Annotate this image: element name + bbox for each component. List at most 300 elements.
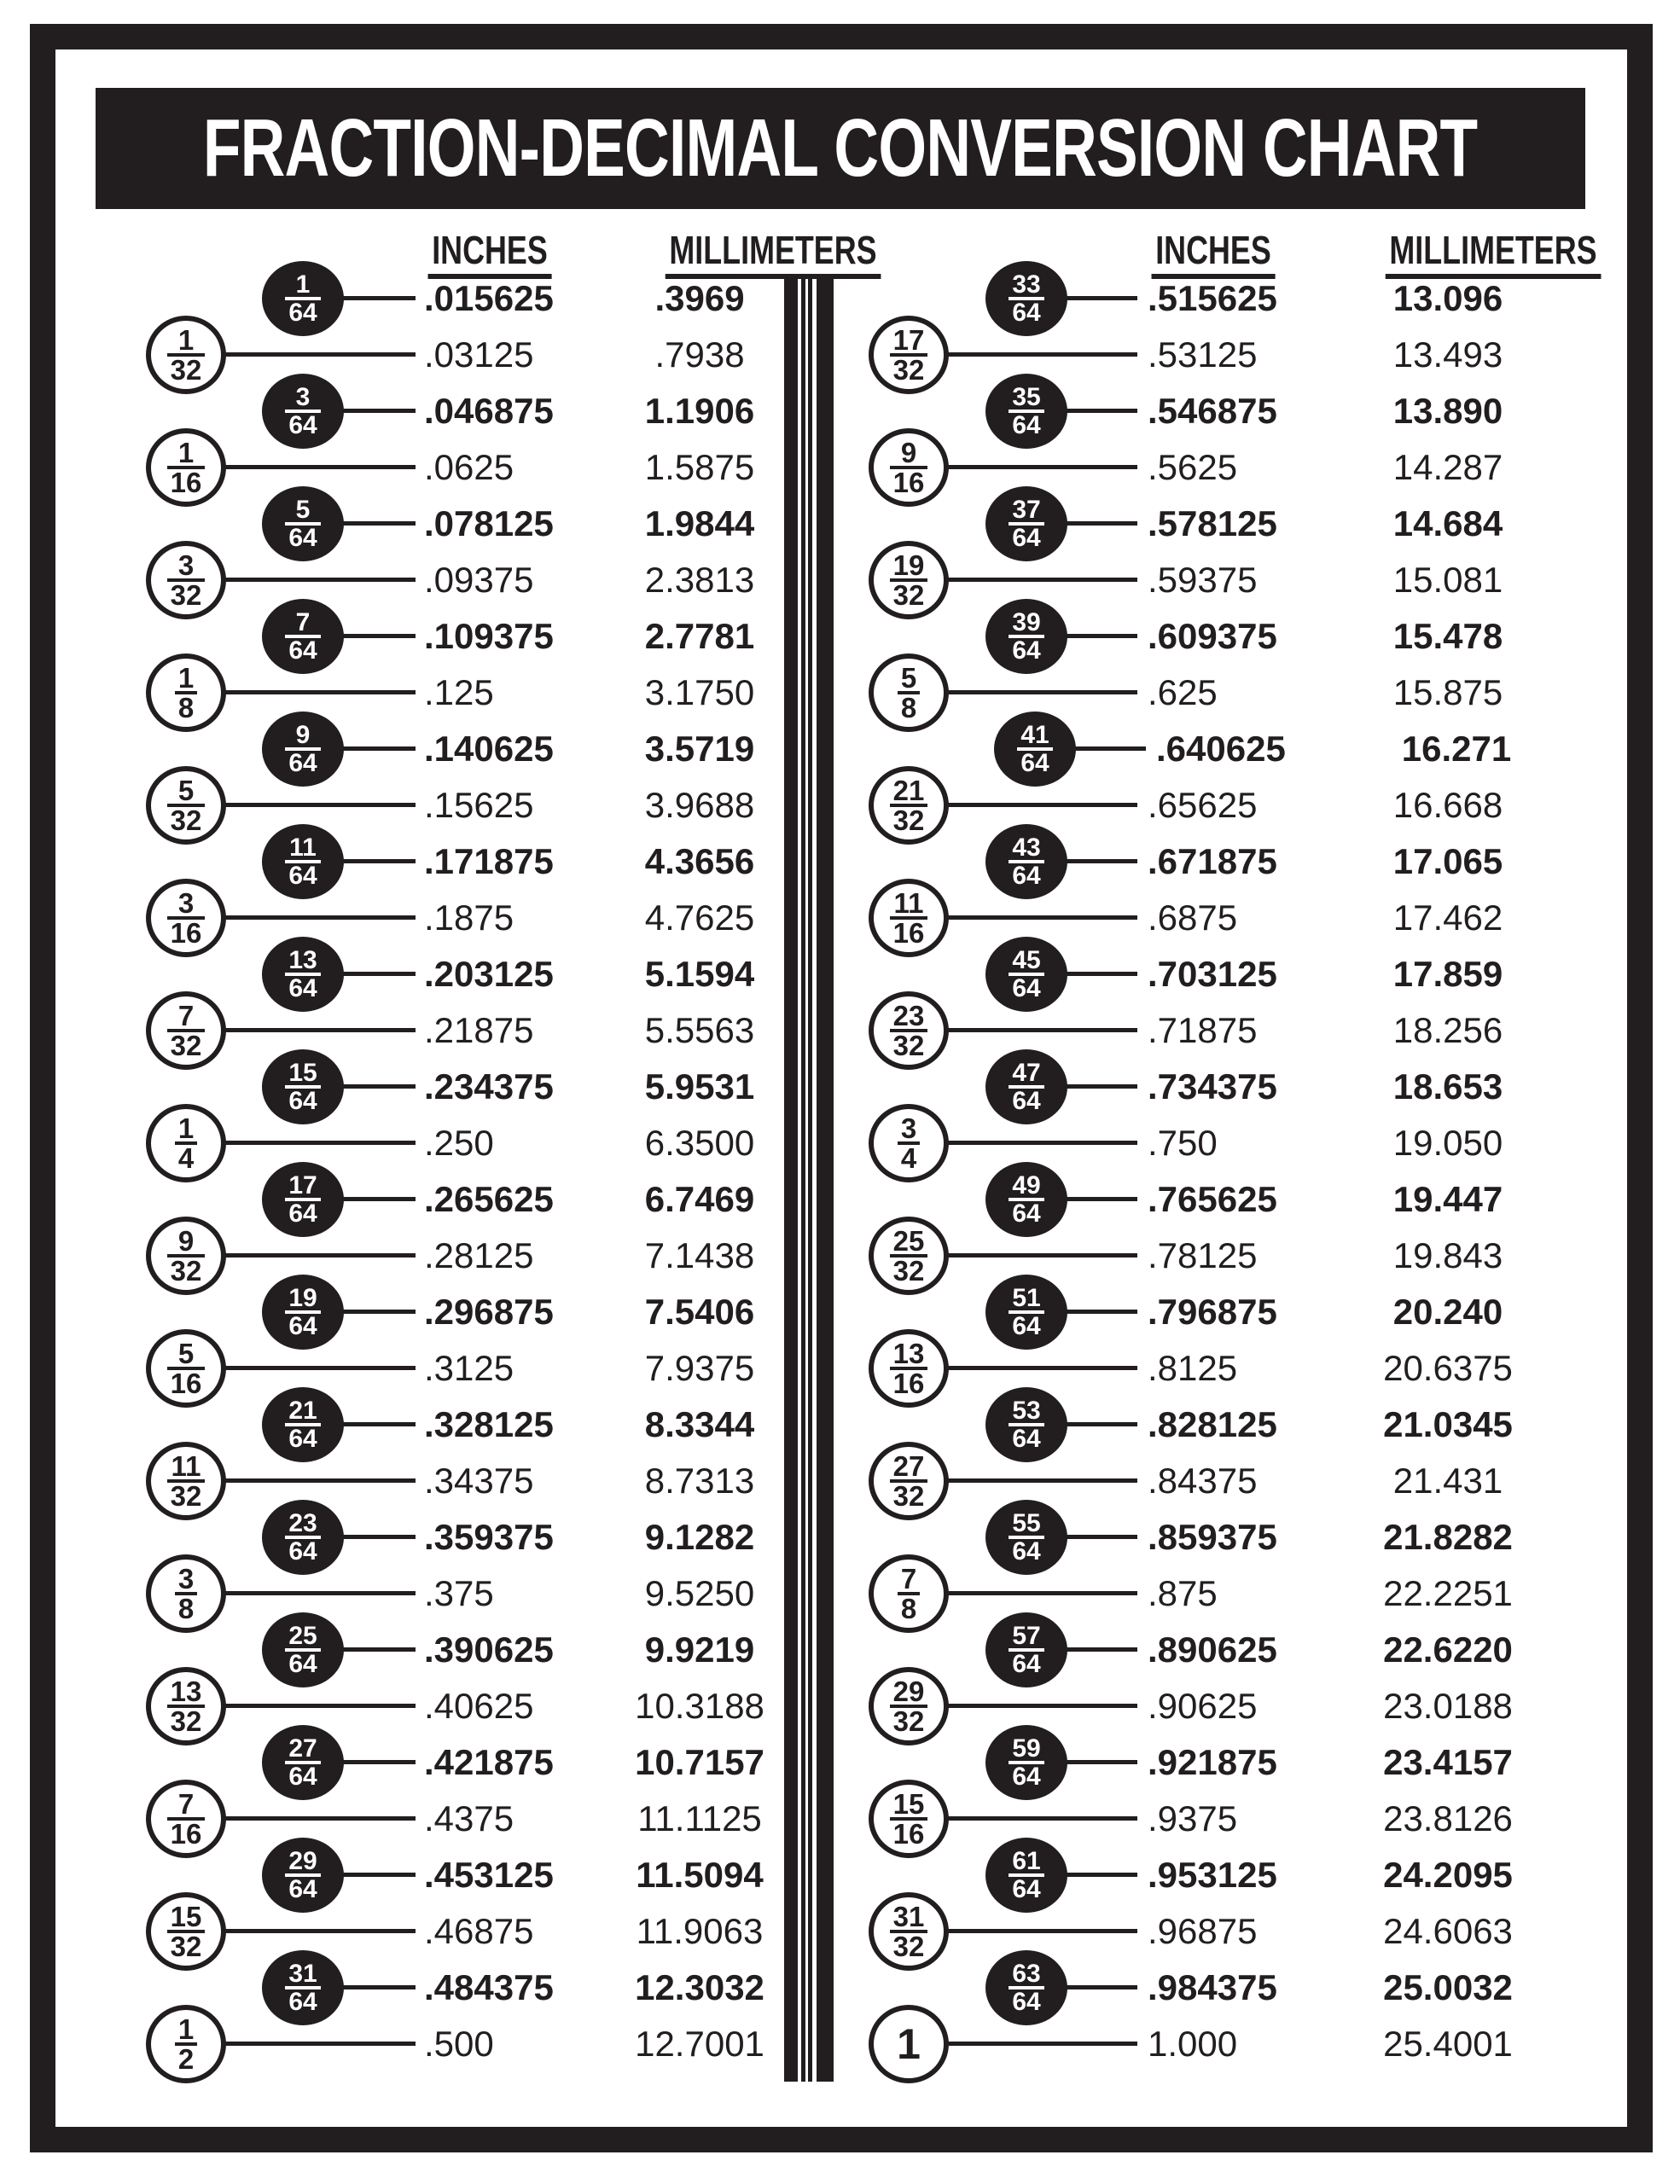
- fraction-denominator: 32: [167, 804, 206, 832]
- leader-line: [224, 1028, 416, 1032]
- fraction-badge: [869, 1329, 949, 1408]
- fraction-value: [285, 721, 320, 777]
- millimeters-value: .3969: [654, 278, 745, 318]
- fraction-value: [1009, 1509, 1043, 1565]
- table-row: [0, 1788, 784, 1850]
- millimeters-value: 9.5250: [644, 1573, 755, 1613]
- fraction-value: [890, 775, 928, 836]
- table-row: [811, 1340, 1625, 1397]
- fraction-value: [1009, 1284, 1043, 1340]
- inches-value: .484375: [424, 1967, 554, 2007]
- fraction-value: [890, 549, 928, 611]
- fraction-value: [1009, 608, 1043, 665]
- fraction-numerator: 9: [900, 437, 917, 468]
- fraction-badge: [869, 879, 949, 957]
- fraction-denominator: 64: [1017, 747, 1052, 774]
- fraction-value: [285, 1847, 320, 1903]
- millimeters-value: 2.7781: [644, 616, 755, 656]
- fraction-badge: [146, 879, 226, 957]
- fraction-numerator: 1: [177, 1112, 195, 1144]
- fraction-denominator: 2: [175, 2042, 197, 2071]
- header-millimeters-left: MILLIMETERS: [666, 228, 881, 279]
- fraction-value: [1009, 1734, 1043, 1791]
- table-row: [0, 887, 784, 949]
- fraction-denominator: 8: [175, 1592, 197, 1620]
- table-row: [0, 1676, 784, 1737]
- table-row: [0, 439, 784, 496]
- fraction-denominator: 64: [1009, 410, 1043, 436]
- fraction-numerator: 19: [892, 549, 925, 581]
- leader-line: [947, 803, 1137, 807]
- fraction-badge: [262, 1838, 344, 1913]
- inches-value: .046875: [424, 391, 554, 431]
- fraction-denominator: 64: [1009, 1986, 1043, 2013]
- leader-line: [342, 1873, 416, 1877]
- fraction-numerator: 61: [1012, 1847, 1041, 1875]
- divider-bar: [801, 277, 805, 2082]
- fraction-denominator: 32: [167, 353, 206, 381]
- fraction-numerator: 29: [288, 1847, 317, 1875]
- millimeters-value: 11.9063: [636, 1911, 764, 1951]
- inches-value: .09375: [424, 560, 534, 600]
- inches-value: .953125: [1148, 1855, 1277, 1895]
- table-row: [811, 1847, 1625, 1903]
- fraction-numerator: 1: [177, 437, 195, 468]
- millimeters-value: 7.1438: [644, 1235, 755, 1275]
- fraction-badge: [869, 316, 949, 394]
- fraction-badge: [985, 1049, 1067, 1124]
- fraction-denominator: 64: [1009, 1423, 1043, 1449]
- millimeters-value: 11.1125: [637, 1798, 762, 1838]
- table-row: [811, 1059, 1625, 1115]
- millimeters-value: 13.493: [1392, 334, 1503, 375]
- table-row: [0, 1397, 784, 1453]
- table-row: [811, 2016, 1625, 2072]
- millimeters-value: 13.890: [1392, 391, 1503, 431]
- leader-line: [224, 803, 416, 807]
- inches-value: .390625: [424, 1629, 554, 1670]
- fraction-denominator: 4: [175, 1141, 197, 1170]
- leader-line: [224, 1141, 416, 1145]
- inches-value: .328125: [424, 1404, 554, 1444]
- millimeters-value: 1.9844: [644, 503, 755, 543]
- millimeters-value: 18.653: [1392, 1066, 1503, 1107]
- fraction-denominator: 64: [285, 1761, 320, 1787]
- table-row: [0, 1225, 784, 1287]
- fraction-value: [890, 1788, 928, 1850]
- table-row: [811, 1450, 1625, 1512]
- leader-line: [224, 1929, 416, 1933]
- inches-value: .421875: [424, 1742, 554, 1782]
- millimeters-value: 14.684: [1392, 503, 1503, 543]
- fraction-badge: [869, 428, 949, 507]
- fraction-value: [167, 1901, 206, 1962]
- leader-line: [1066, 1310, 1137, 1314]
- leader-line: [947, 1591, 1137, 1595]
- fraction-badge: [146, 428, 226, 507]
- leader-line: [1074, 746, 1146, 751]
- fraction-denominator: 32: [890, 578, 928, 607]
- inches-value: .9375: [1148, 1798, 1238, 1838]
- fraction-badge: [146, 2005, 226, 2083]
- fraction-numerator: 17: [892, 324, 925, 356]
- page-title: FRACTION-DECIMAL CONVERSION CHART: [203, 102, 1478, 194]
- fraction-badge: [985, 599, 1067, 674]
- fraction-denominator: 64: [1009, 297, 1043, 323]
- fraction-badge: [262, 1612, 344, 1687]
- fraction-numerator: 59: [1012, 1734, 1041, 1763]
- fraction-denominator: 64: [285, 1198, 320, 1224]
- fraction-numerator: 33: [1012, 270, 1041, 299]
- inches-value: .609375: [1148, 616, 1277, 656]
- fraction-denominator: 64: [285, 973, 320, 999]
- fraction-numerator: 3: [177, 549, 195, 581]
- fraction-badge: [985, 1725, 1067, 1800]
- fraction-value: [1009, 496, 1043, 552]
- fraction-denominator: 64: [285, 747, 320, 774]
- table-row: [811, 270, 1625, 327]
- fraction-value: [285, 496, 320, 552]
- table-row: [811, 1002, 1625, 1059]
- millimeters-value: 5.9531: [644, 1066, 755, 1107]
- millimeters-value: 23.8126: [1383, 1798, 1513, 1838]
- inches-value: .5625: [1148, 447, 1238, 487]
- table-row: [811, 946, 1625, 1002]
- millimeters-value: 21.0345: [1383, 1404, 1513, 1444]
- fraction-denominator: 32: [167, 578, 206, 607]
- fraction-denominator: 16: [167, 1817, 206, 1845]
- table-row: [811, 608, 1625, 665]
- millimeters-value: 17.859: [1392, 954, 1503, 994]
- millimeters-value: 21.431: [1392, 1461, 1503, 1501]
- fraction-badge: [262, 486, 344, 561]
- table-row: [0, 1622, 784, 1678]
- inches-value: .984375: [1148, 1967, 1277, 2007]
- millimeters-value: 20.240: [1392, 1292, 1503, 1332]
- fraction-badge: [869, 653, 949, 732]
- inches-value: .296875: [424, 1292, 554, 1332]
- table-row: [0, 383, 784, 439]
- millimeters-value: 10.7157: [635, 1742, 764, 1782]
- fraction-denominator: 64: [285, 1310, 320, 1337]
- millimeters-value: 12.3032: [635, 1967, 764, 2007]
- fraction-badge: [262, 261, 344, 336]
- fraction-badge: [146, 1329, 226, 1408]
- table-row: [0, 1903, 784, 1960]
- fraction-value: [285, 1284, 320, 1340]
- fraction-numerator: 43: [1012, 834, 1041, 862]
- inches-value: .78125: [1148, 1235, 1258, 1275]
- table-row: [0, 662, 784, 723]
- millimeters-value: 8.3344: [644, 1404, 755, 1444]
- inches-value: .53125: [1148, 334, 1258, 375]
- leader-line: [947, 578, 1137, 582]
- leader-line: [947, 1028, 1137, 1032]
- fraction-value: [1009, 383, 1043, 439]
- inches-value: .59375: [1148, 560, 1258, 600]
- table-row: [811, 324, 1625, 386]
- whole-number-value: 1: [897, 2020, 921, 2068]
- fraction-value: [898, 1563, 920, 1624]
- fraction-badge: [985, 1838, 1067, 1913]
- fraction-numerator: 13: [892, 1338, 925, 1369]
- fraction-numerator: 49: [1012, 1171, 1041, 1199]
- table-row: [811, 662, 1625, 723]
- inches-value: .125: [424, 672, 494, 712]
- fraction-badge: [262, 1500, 344, 1575]
- inches-value: .890625: [1148, 1629, 1277, 1670]
- fraction-badge: [262, 1387, 344, 1462]
- fraction-badge: [869, 1892, 949, 1971]
- fraction-denominator: 16: [167, 466, 206, 494]
- table-row: [811, 1903, 1625, 1960]
- leader-line: [224, 1253, 416, 1258]
- inches-value: .21875: [424, 1010, 534, 1050]
- millimeters-value: 19.447: [1392, 1179, 1503, 1219]
- inches-value: .234375: [424, 1066, 554, 1107]
- inches-value: .03125: [424, 334, 534, 375]
- table-row: [0, 1565, 784, 1622]
- header-inches-right: INCHES: [1152, 228, 1276, 279]
- fraction-numerator: 9: [295, 721, 311, 749]
- fraction-denominator: 64: [285, 1873, 320, 1900]
- table-row: [0, 608, 784, 665]
- fraction-denominator: 32: [167, 1705, 206, 1733]
- inches-value: .453125: [424, 1855, 554, 1895]
- table-row: [0, 1340, 784, 1397]
- leader-line: [947, 1704, 1137, 1708]
- fraction-denominator: 8: [175, 691, 197, 719]
- leader-line: [947, 1929, 1137, 1933]
- millimeters-value: 5.1594: [644, 954, 755, 994]
- millimeters-value: 25.0032: [1383, 1967, 1513, 2007]
- fraction-value: [898, 662, 920, 723]
- millimeters-value: 18.256: [1392, 1010, 1503, 1050]
- fraction-numerator: 15: [892, 1788, 925, 1820]
- title-banner: [96, 88, 1585, 209]
- fraction-value: [285, 608, 320, 665]
- inches-value: .828125: [1148, 1404, 1277, 1444]
- fraction-numerator: 1: [177, 2013, 195, 2045]
- leader-line: [224, 915, 416, 920]
- table-row: [811, 1676, 1625, 1737]
- fraction-badge: [146, 316, 226, 394]
- fraction-denominator: 32: [167, 1029, 206, 1057]
- millimeters-value: 3.5719: [644, 729, 755, 769]
- fraction-badge: [146, 1667, 226, 1745]
- table-row: [811, 383, 1625, 439]
- millimeters-value: 7.9375: [644, 1348, 755, 1388]
- inches-value: .375: [424, 1573, 494, 1613]
- millimeters-value: 11.5094: [636, 1855, 764, 1895]
- fraction-numerator: 31: [288, 1960, 317, 1988]
- fraction-badge: [262, 1049, 344, 1124]
- fraction-numerator: 1: [177, 324, 195, 356]
- fraction-numerator: 53: [1012, 1397, 1041, 1425]
- table-row: [811, 1225, 1625, 1287]
- fraction-badge: [146, 1554, 226, 1633]
- inches-value: .265625: [424, 1179, 554, 1219]
- millimeters-value: 15.875: [1392, 672, 1503, 712]
- fraction-value: [167, 1225, 206, 1287]
- millimeters-value: 23.4157: [1383, 1742, 1513, 1782]
- leader-line: [342, 409, 416, 413]
- table-row: [811, 1734, 1625, 1791]
- fraction-denominator: 64: [285, 1986, 320, 2013]
- fraction-badge: [985, 486, 1067, 561]
- fraction-badge: [985, 261, 1067, 336]
- table-row: [0, 324, 784, 386]
- inches-value: .734375: [1148, 1066, 1277, 1107]
- fraction-value: [1009, 1397, 1043, 1453]
- inches-value: 1.000: [1148, 2024, 1238, 2064]
- millimeters-value: 19.050: [1392, 1123, 1503, 1163]
- fraction-numerator: 29: [892, 1676, 925, 1707]
- fraction-denominator: 4: [898, 1141, 920, 1170]
- fraction-numerator: 13: [170, 1676, 202, 1707]
- fraction-value: [285, 1960, 320, 2016]
- fraction-denominator: 64: [1009, 635, 1043, 661]
- fraction-value: [1009, 1622, 1043, 1678]
- inches-value: .703125: [1148, 954, 1277, 994]
- inches-value: .015625: [424, 278, 554, 318]
- leader-line: [947, 1253, 1137, 1258]
- millimeters-value: 12.7001: [635, 2024, 764, 2064]
- inches-value: .250: [424, 1123, 494, 1163]
- leader-line: [1066, 1760, 1137, 1764]
- fraction-badge: [262, 1950, 344, 2025]
- fraction-value: [167, 1676, 206, 1737]
- fraction-denominator: 64: [1009, 1198, 1043, 1224]
- inches-value: .6875: [1148, 897, 1238, 938]
- fraction-badge: [869, 2005, 949, 2083]
- inches-value: .750: [1148, 1123, 1218, 1163]
- inches-value: .90625: [1148, 1686, 1258, 1726]
- table-row: [819, 721, 1634, 777]
- fraction-denominator: 64: [1009, 973, 1043, 999]
- fraction-value: [285, 1622, 320, 1678]
- fraction-numerator: 7: [295, 608, 311, 636]
- leader-line: [947, 915, 1137, 920]
- leader-line: [1066, 1985, 1137, 1989]
- leader-line: [342, 521, 416, 526]
- fraction-badge: [146, 1780, 226, 1858]
- leader-line: [224, 690, 416, 694]
- fraction-value: [167, 887, 206, 949]
- fraction-numerator: 15: [288, 1059, 317, 1087]
- fraction-value: [890, 1225, 928, 1287]
- millimeters-value: 16.271: [1401, 729, 1512, 769]
- table-row: [811, 1960, 1625, 2016]
- fraction-numerator: 9: [177, 1225, 195, 1257]
- fraction-numerator: 39: [1012, 608, 1041, 636]
- leader-line: [1066, 521, 1137, 526]
- millimeters-value: 6.7469: [644, 1179, 755, 1219]
- fraction-badge: [146, 541, 226, 619]
- inches-value: .1875: [424, 897, 514, 938]
- fraction-denominator: 32: [890, 804, 928, 832]
- fraction-denominator: 64: [285, 410, 320, 436]
- inches-value: .96875: [1148, 1911, 1258, 1951]
- inches-value: .46875: [424, 1911, 534, 1951]
- millimeters-value: 14.287: [1392, 447, 1503, 487]
- fraction-badge: [985, 1275, 1067, 1350]
- fraction-numerator: 5: [177, 775, 195, 806]
- fraction-numerator: 5: [177, 1338, 195, 1369]
- fraction-value: [175, 2013, 197, 2075]
- inches-value: .546875: [1148, 391, 1277, 431]
- leader-line: [342, 1535, 416, 1539]
- fraction-numerator: 5: [900, 662, 917, 694]
- leader-line: [224, 1478, 416, 1483]
- fraction-badge: [146, 1442, 226, 1520]
- fraction-numerator: 7: [900, 1563, 917, 1594]
- leader-line: [1066, 296, 1137, 300]
- fraction-badge: [985, 1387, 1067, 1462]
- leader-line: [1066, 1873, 1137, 1877]
- leader-line: [342, 1310, 416, 1314]
- table-row: [811, 834, 1625, 890]
- leader-line: [1066, 1197, 1137, 1201]
- fraction-numerator: 11: [171, 1450, 201, 1482]
- table-row: [0, 1509, 784, 1565]
- fraction-numerator: 55: [1012, 1509, 1041, 1537]
- leader-line: [1066, 972, 1137, 976]
- fraction-badge: [985, 1612, 1067, 1687]
- fraction-badge: [985, 1500, 1067, 1575]
- table-row: [0, 777, 784, 834]
- millimeters-value: 21.8282: [1383, 1517, 1513, 1557]
- millimeters-value: 24.6063: [1383, 1911, 1513, 1951]
- fraction-badge: [262, 1162, 344, 1237]
- millimeters-value: 20.6375: [1383, 1348, 1513, 1388]
- fraction-value: [1009, 1171, 1043, 1228]
- header-inches-left: INCHES: [428, 228, 552, 279]
- fraction-denominator: 16: [167, 916, 206, 944]
- fraction-denominator: 16: [890, 1367, 928, 1395]
- fraction-badge: [262, 1725, 344, 1800]
- fraction-value: [890, 324, 928, 386]
- table-row: [811, 1565, 1625, 1622]
- fraction-badge: [869, 1780, 949, 1858]
- table-row: [0, 721, 784, 777]
- millimeters-value: .7938: [654, 334, 745, 375]
- fraction-value: [167, 1450, 206, 1512]
- fraction-badge: [869, 766, 949, 845]
- leader-line: [342, 634, 416, 638]
- leader-line: [947, 1816, 1137, 1821]
- fraction-denominator: 64: [285, 1085, 320, 1112]
- fraction-value: [285, 1171, 320, 1228]
- leader-line: [342, 1985, 416, 1989]
- fraction-denominator: 32: [890, 1029, 928, 1057]
- leader-line: [1066, 1422, 1137, 1426]
- leader-line: [947, 2042, 1137, 2046]
- fraction-value: [285, 383, 320, 439]
- fraction-badge: [869, 1442, 949, 1520]
- table-row: [0, 1171, 784, 1228]
- fraction-value: [285, 1397, 320, 1453]
- leader-line: [947, 1478, 1137, 1483]
- fraction-value: [175, 1563, 197, 1624]
- inches-value: .4375: [424, 1798, 514, 1838]
- fraction-numerator: 5: [295, 496, 311, 524]
- fraction-badge: [146, 1217, 226, 1295]
- fraction-denominator: 64: [1009, 1873, 1043, 1900]
- inches-value: .921875: [1148, 1742, 1277, 1782]
- fraction-denominator: 32: [890, 353, 928, 381]
- header-millimeters-right: MILLIMETERS: [1386, 228, 1602, 279]
